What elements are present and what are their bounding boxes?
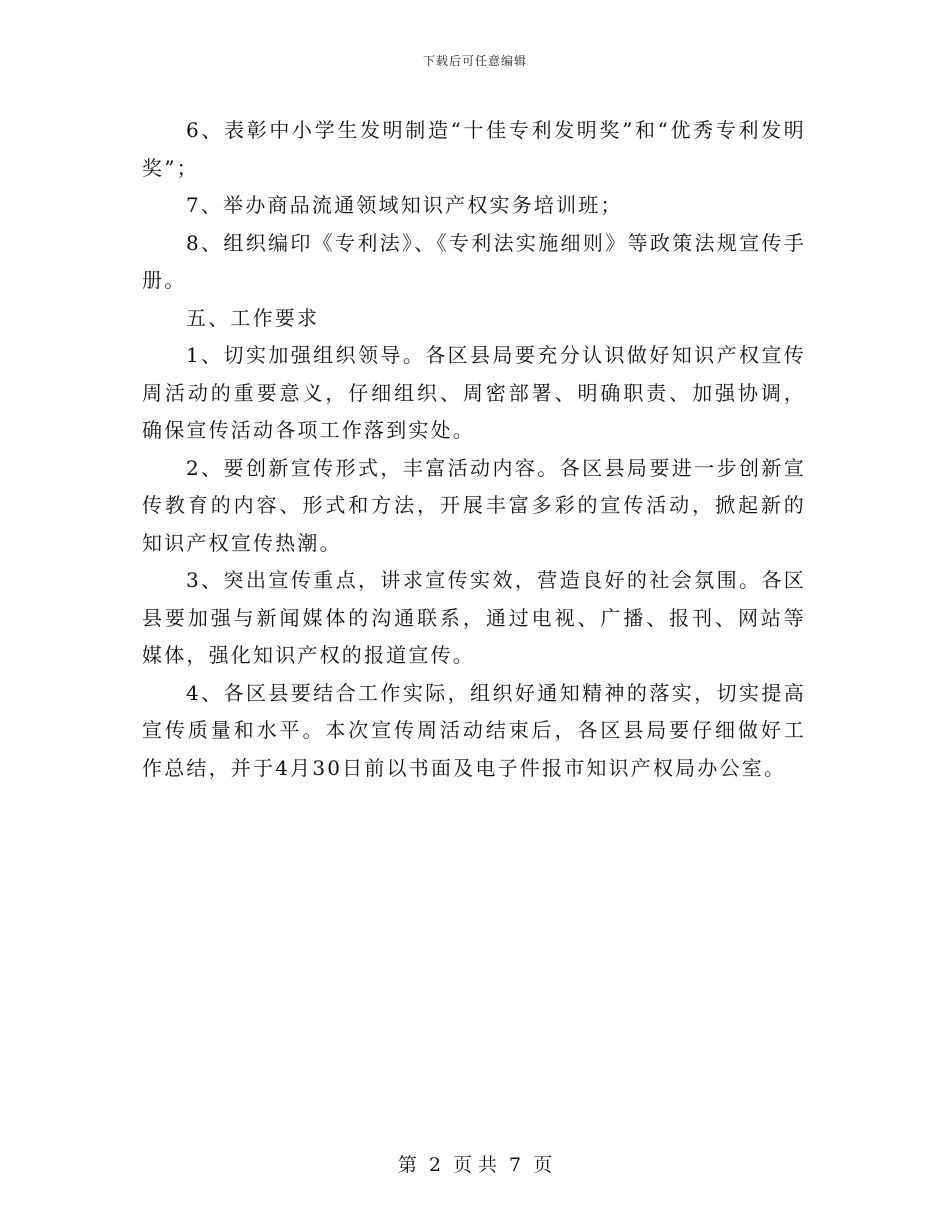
requirement-paragraph-2: 2、要创新宣传形式，丰富活动内容。各区县局要进一步创新宣传教育的内容、形式和方法，开展丰富多彩的宣传活动，掀起新的知识产权宣传热潮。 <box>142 455 806 555</box>
current-page-number: 2 <box>428 1154 441 1176</box>
page-number-prefix: 第 <box>397 1154 417 1176</box>
requirement-paragraph-1: 1、切实加强组织领导。各区县局要充分认识做好知识产权宣传周活动的重要意义，仔细组织、周密部署、明确职责、加强协调，确保宣传活动各项工作落到实处。 <box>142 343 806 442</box>
document-body <box>142 112 806 787</box>
requirement-paragraph-3: 3、突出宣传重点，讲求宣传实效，营造良好的社会氛围。各区县要加强与新闻媒体的沟通联系，通过电视、广播、报刊、网站等媒体，强化知识产权的报道宣传。 <box>142 568 806 667</box>
page-header: 下载后可任意编辑 <box>422 54 527 68</box>
total-page-count: 7 <box>509 1154 522 1176</box>
page-footer <box>0 1152 950 1178</box>
page-number-mid: 页 共 <box>452 1154 498 1176</box>
requirement-paragraph-4: 4、各区县要结合工作实际，组织好通知精神的落实，切实提高宣传质量和水平。本次宣传周活动结束后，各区县局要仔细做好工作总结，并于4月30日前以书面及电子件报市知识产权局办公室。 <box>142 680 806 780</box>
page-number-suffix: 页 <box>533 1154 553 1176</box>
paragraph-item-7: 7、举办商品流通领域知识产权实务培训班； <box>186 193 623 217</box>
section-heading-work-requirements: 五、工作要求 <box>186 305 320 330</box>
paragraph-item-6: 6、表彰中小学生发明制造“十佳专利发明奖”和“优秀专利发明奖”； <box>142 118 806 180</box>
paragraph-item-8: 8、组织编印《专利法》、《专利法实施细则》等政策法规宣传手册。 <box>142 230 806 292</box>
